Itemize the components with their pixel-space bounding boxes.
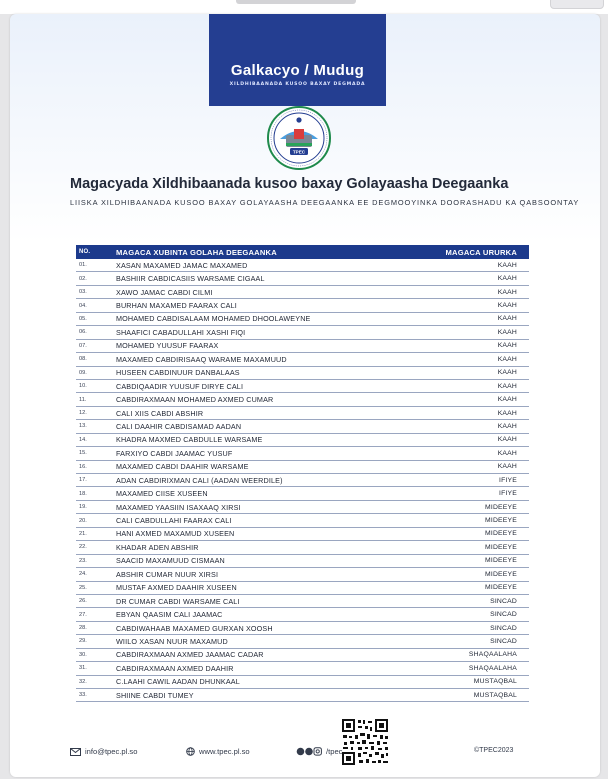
- councillor-name: C.LAAHI CAWIL AADAN DHUNKAAL: [108, 675, 421, 688]
- table-row: [76, 272, 529, 285]
- table-row: [76, 339, 529, 352]
- column-header-party: MAGACA URURKA: [421, 245, 529, 259]
- councillor-name: CABDIRAXMAAN AXMED JAAMAC CADAR: [108, 648, 421, 661]
- row-number: 30.: [76, 648, 108, 661]
- footer-email-text: info@tpec.pl.so: [85, 747, 138, 756]
- party-name: SINCAD: [421, 594, 529, 607]
- table-row: [76, 648, 529, 661]
- councillor-name: CABDIWAHAAB MAXAMED GURXAN XOOSH: [108, 621, 421, 634]
- corner-button[interactable]: [550, 0, 604, 9]
- banner-subtitle: XILDHIBAANADA KUSOO BAXAY DEGMADA: [229, 82, 366, 87]
- table-row: [76, 581, 529, 594]
- table-row: [76, 433, 529, 446]
- url-bar-remnant: [236, 0, 356, 4]
- page-subtitle: LIISKA XILDHIBAANADA KUSOO BAXAY GOLAYAASHA DEEGAANKA EE DEGMOOYINKA DOORASHADU KA QABSOONTAY: [70, 198, 580, 207]
- banner-city: Galkacyo / Mudug: [230, 62, 365, 79]
- header-banner: [209, 14, 386, 106]
- table-row: [76, 259, 529, 272]
- party-name: KAAH: [421, 353, 529, 366]
- table-row: [76, 420, 529, 433]
- councillor-name: BASHIIR CABDICASIIS WARSAME CIGAAL: [108, 272, 421, 285]
- party-name: MUSTAQBAL: [421, 675, 529, 688]
- row-number: 15.: [76, 447, 108, 460]
- party-name: MIDEEYE: [421, 541, 529, 554]
- table-row: [76, 460, 529, 473]
- row-number: 22.: [76, 541, 108, 554]
- table-row: [76, 406, 529, 419]
- table-row: [76, 675, 529, 688]
- row-number: 11.: [76, 393, 108, 406]
- councillor-name: DR CUMAR CABDI WARSAME CALI: [108, 594, 421, 607]
- table-row: [76, 474, 529, 487]
- table-row: [76, 527, 529, 540]
- table-row: [76, 568, 529, 581]
- table-row: [76, 447, 529, 460]
- party-name: MIDEEYE: [421, 527, 529, 540]
- party-name: MIDEEYE: [421, 581, 529, 594]
- table-row: [76, 285, 529, 298]
- table-body: [76, 259, 529, 702]
- party-name: KAAH: [421, 285, 529, 298]
- footer-email[interactable]: [70, 747, 137, 756]
- party-name: SINCAD: [421, 621, 529, 634]
- row-number: 05.: [76, 312, 108, 325]
- column-header-no: NO.: [76, 245, 108, 259]
- party-name: KAAH: [421, 460, 529, 473]
- table-row: [76, 299, 529, 312]
- table-row: [76, 541, 529, 554]
- councillor-name: CABDIRAXMAAN AXMED DAAHIR: [108, 662, 421, 675]
- party-name: IFIYE: [421, 487, 529, 500]
- row-number: 31.: [76, 662, 108, 675]
- row-number: 14.: [76, 433, 108, 446]
- row-number: 06.: [76, 326, 108, 339]
- councillor-name: BURHAN MAXAMED FAARAX CALI: [108, 299, 421, 312]
- party-name: SHAQAALAHA: [421, 648, 529, 661]
- councillor-name: CABDIQAADIR YUUSUF DIRYE CALI: [108, 379, 421, 392]
- row-number: 25.: [76, 581, 108, 594]
- page-title: Magacyada Xildhibaanada kusoo baxay Golayaasha Deegaanka: [70, 176, 509, 192]
- party-name: KAAH: [421, 393, 529, 406]
- table-row: [76, 379, 529, 392]
- row-number: 19.: [76, 500, 108, 513]
- councillor-name: CABDIRAXMAAN MOHAMED AXMED CUMAR: [108, 393, 421, 406]
- table-row: [76, 366, 529, 379]
- party-name: KAAH: [421, 406, 529, 419]
- table-row: [76, 393, 529, 406]
- party-name: SHAQAALAHA: [421, 662, 529, 675]
- party-name: KAAH: [421, 379, 529, 392]
- councillor-name: MAXAMED CABDIRISAAQ WARAME MAXAMUUD: [108, 353, 421, 366]
- councillor-name: CALI CABDULLAHI FAARAX CALI: [108, 514, 421, 527]
- row-number: 12.: [76, 406, 108, 419]
- councillor-name: FARXIYO CABDI JAAMAC YUSUF: [108, 447, 421, 460]
- table-row: [76, 487, 529, 500]
- footer-social[interactable]: [296, 747, 342, 756]
- row-number: 24.: [76, 568, 108, 581]
- footer-website-text: www.tpec.pl.so: [199, 747, 250, 756]
- councillor-name: XASAN MAXAMED JAMAC MAXAMED: [108, 259, 421, 272]
- row-number: 29.: [76, 635, 108, 648]
- party-name: KAAH: [421, 447, 529, 460]
- row-number: 02.: [76, 272, 108, 285]
- table-row: [76, 353, 529, 366]
- party-name: KAAH: [421, 272, 529, 285]
- party-name: IFIYE: [421, 474, 529, 487]
- councillor-name: KHADAR ADEN ABSHIR: [108, 541, 421, 554]
- councillor-name: ADAN CABDIRIXMAN CALI (AADAN WEERDILE): [108, 474, 421, 487]
- row-number: 03.: [76, 285, 108, 298]
- party-name: MIDEEYE: [421, 554, 529, 567]
- row-number: 16.: [76, 460, 108, 473]
- councillors-table: [76, 245, 529, 702]
- councillor-name: CALI XIIS CABDI ABSHIR: [108, 406, 421, 419]
- party-name: MIDEEYE: [421, 568, 529, 581]
- table-row: [76, 621, 529, 634]
- row-number: 08.: [76, 353, 108, 366]
- councillor-name: SAACID MAXAMUUD CISMAAN: [108, 554, 421, 567]
- party-name: MUSTAQBAL: [421, 689, 529, 702]
- row-number: 07.: [76, 339, 108, 352]
- footer: [70, 743, 540, 763]
- table-row: [76, 500, 529, 513]
- councillor-name: MAXAMED YAASIIN ISAXAAQ XIRSI: [108, 500, 421, 513]
- tpec-seal-logo: [266, 105, 332, 171]
- row-number: 13.: [76, 420, 108, 433]
- councillor-name: SHIINE CABDI TUMEY: [108, 689, 421, 702]
- party-name: KAAH: [421, 433, 529, 446]
- party-name: KAAH: [421, 312, 529, 325]
- table-row: [76, 554, 529, 567]
- party-name: KAAH: [421, 326, 529, 339]
- mail-icon: [70, 748, 81, 756]
- councillor-name: EBYAN QAASIM CALI JAAMAC: [108, 608, 421, 621]
- table-row: [76, 608, 529, 621]
- councillor-name: CALI DAAHIR CABDISAMAD AADAN: [108, 420, 421, 433]
- column-header-name: MAGACA XUBINTA GOLAHA DEEGAANKA: [108, 245, 421, 259]
- row-number: 26.: [76, 594, 108, 607]
- row-number: 18.: [76, 487, 108, 500]
- councillor-name: MUSTAF AXMED DAAHIR XUSEEN: [108, 581, 421, 594]
- globe-icon: [186, 747, 195, 756]
- party-name: KAAH: [421, 259, 529, 272]
- row-number: 32.: [76, 675, 108, 688]
- party-name: KAAH: [421, 420, 529, 433]
- row-number: 17.: [76, 474, 108, 487]
- councillor-name: MOHAMED YUUSUF FAARAX: [108, 339, 421, 352]
- footer-copyright: ©TPEC2023: [474, 747, 514, 754]
- row-number: 01.: [76, 259, 108, 272]
- party-name: SINCAD: [421, 635, 529, 648]
- party-name: KAAH: [421, 299, 529, 312]
- councillor-name: XAWO JAMAC CABDI CILMI: [108, 285, 421, 298]
- row-number: 33.: [76, 689, 108, 702]
- councillor-name: MAXAMED CABDI DAAHIR WARSAME: [108, 460, 421, 473]
- row-number: 10.: [76, 379, 108, 392]
- councillor-name: WIILO XASAN NUUR MAXAMUD: [108, 635, 421, 648]
- row-number: 27.: [76, 608, 108, 621]
- table-row: [76, 312, 529, 325]
- councillor-name: HANI AXMED MAXAMUD XUSEEN: [108, 527, 421, 540]
- browser-top-strip: [0, 0, 608, 14]
- table-row: [76, 514, 529, 527]
- table-row: [76, 662, 529, 675]
- councillor-name: ABSHIR CUMAR NUUR XIRSI: [108, 568, 421, 581]
- row-number: 20.: [76, 514, 108, 527]
- document-sheet: [10, 14, 600, 777]
- table-row: [76, 594, 529, 607]
- row-number: 04.: [76, 299, 108, 312]
- councillor-name: HUSEEN CABDINUUR DANBALAAS: [108, 366, 421, 379]
- councillor-name: MAXAMED CIISE XUSEEN: [108, 487, 421, 500]
- councillor-name: SHAAFICI CABADULLAHI XASHI FIQI: [108, 326, 421, 339]
- table-row: [76, 689, 529, 702]
- row-number: 09.: [76, 366, 108, 379]
- party-name: KAAH: [421, 366, 529, 379]
- footer-website[interactable]: [186, 747, 250, 756]
- party-name: MIDEEYE: [421, 514, 529, 527]
- table-header-row: [76, 245, 529, 259]
- footer-social-text: /tpec: [326, 747, 343, 756]
- party-name: KAAH: [421, 339, 529, 352]
- row-number: 21.: [76, 527, 108, 540]
- table-row: [76, 326, 529, 339]
- party-name: MIDEEYE: [421, 500, 529, 513]
- row-number: 28.: [76, 621, 108, 634]
- table-row: [76, 635, 529, 648]
- councillor-name: MOHAMED CABDISALAAM MOHAMED DHOOLAWEYNE: [108, 312, 421, 325]
- logo-acronym: TPEC: [292, 149, 306, 155]
- party-name: SINCAD: [421, 608, 529, 621]
- social-media-icons: [296, 747, 322, 756]
- row-number: 23.: [76, 554, 108, 567]
- councillor-name: KHADRA MAXMED CABDULLE WARSAME: [108, 433, 421, 446]
